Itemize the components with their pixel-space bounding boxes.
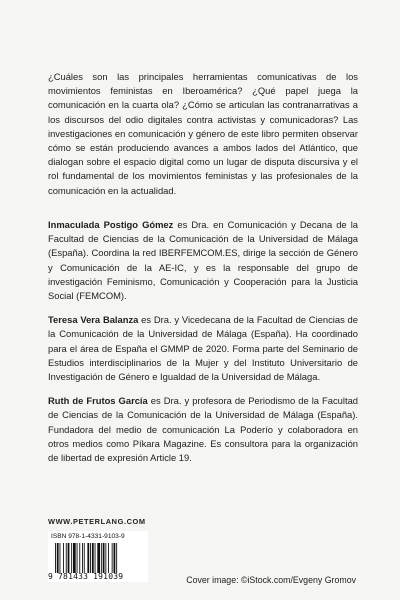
isbn-number: ISBN 978-1-4331-9103-9 bbox=[51, 533, 125, 540]
author-bio bbox=[48, 218, 358, 303]
book-description: ¿Cuáles son las principales herramientas comunicativas de los movimientos feministas en Iberoamérica? ¿Qué papel juega la comunicación en la cuarta ola? ¿Cómo se articulan las contranarrativas a los discursos del odio digitales contra activistas y comunicadoras? Las investigaciones en comunicación y género de este libro permiten observar cómo se están produciendo avances a ambos lados del Atlántico, que dialogan sobre el espacio digital como un lugar de disputa discursiva y el rol fundamental de los movimientos feministas y las profesionales de la comunicación en la actualidad. bbox=[48, 71, 358, 196]
author-name: Teresa Vera Balanza bbox=[48, 314, 139, 326]
author-bio-text: es Dra. en Comunicación y Decana de la Facultad de Ciencias de la Comunicación de la Universidad de Málaga (España). Coordina la red IBERFEMCOM.ES, dirige la sección de Género y Comunicación de la AE-IC, y es la responsable del grupo de investigación Feminismo, Comunicación y Cooperación para la Justicia Social (FEMCOM). bbox=[48, 219, 359, 302]
author-name: Inmaculada Postigo Gómez bbox=[48, 219, 174, 230]
author-bios bbox=[48, 218, 358, 475]
author-bio-text: es Dra. y profesora de Periodismo de la Facultad de Ciencias de la Comunicación de la Universidad de Málaga (España). Fundadora del medio de comunicación La Poderío y colaboradora en otros medios como Píkara Magazine. Es consultora para la organización de libertad de expresión Article 19. bbox=[48, 395, 358, 464]
isbn-barcode bbox=[48, 531, 148, 582]
author-bio bbox=[48, 394, 358, 465]
cover-image-credit: Cover image: ©iStock.com/Evgeny Gromov bbox=[186, 575, 356, 585]
barcode-digits: 9 781433 191039 bbox=[48, 572, 124, 581]
barcode-icon bbox=[54, 543, 144, 573]
author-bio bbox=[48, 313, 358, 384]
author-bio-text: es Dra. y Vicedecana de la Facultad de Ciencias de la Comunicación de la Universidad de Málaga (España). Ha coordinado para el área de España el GMMP de 2020. Forma parte del Seminario de Estudios interdisciplinarios de la Mujer y del Instituto Universitario de Investigación de Género e Igualdad de la Universidad de Málaga. bbox=[48, 314, 358, 383]
publisher-website: WWW.PETERLANG.COM bbox=[48, 517, 146, 526]
author-name: Ruth de Frutos García bbox=[48, 395, 148, 407]
